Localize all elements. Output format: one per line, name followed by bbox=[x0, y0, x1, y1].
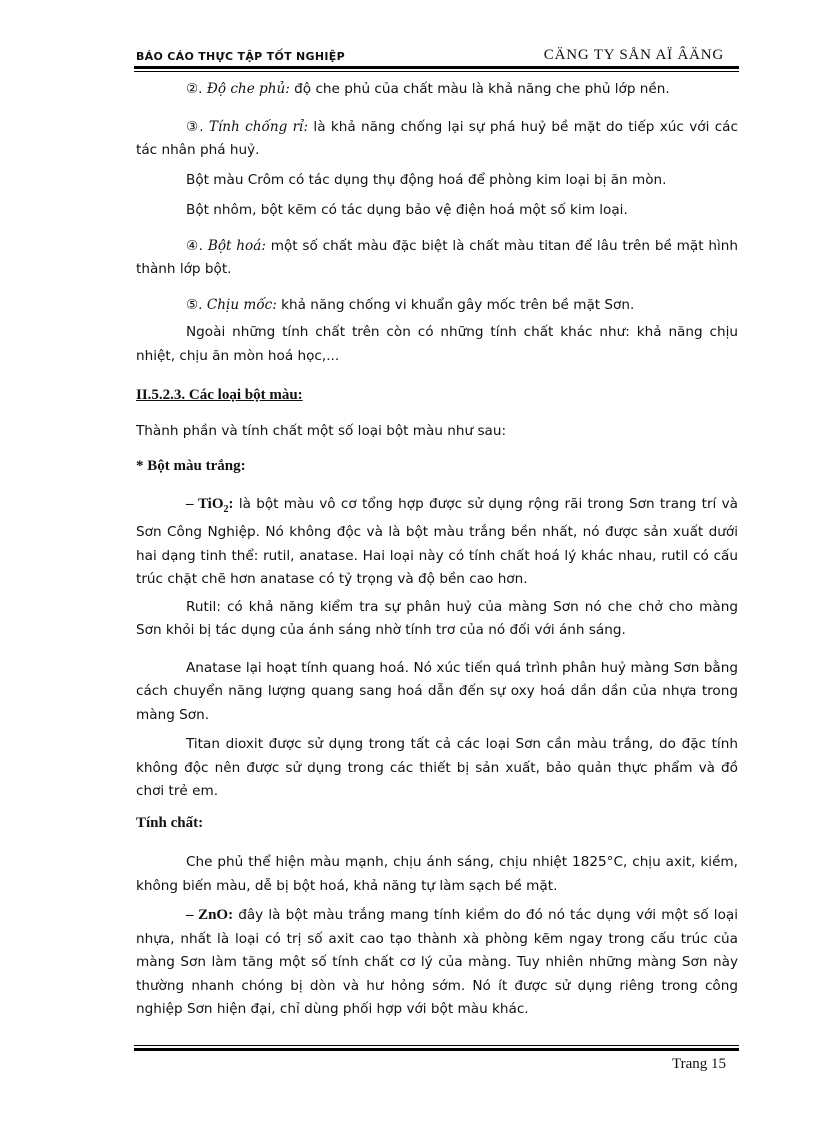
tio2-formula: – TiO bbox=[186, 495, 224, 512]
paragraph-properties: Che phủ thể hiện màu mạnh, chịu ánh sáng, chịu nhiệt 1825°C, chịu axit, kiềm, không biến màu, dễ bị bột hoá, khả năng tự làm sạch bề mặt. bbox=[136, 854, 738, 894]
paragraph-anti-rust bbox=[136, 116, 738, 163]
term: Tính chống rỉ: bbox=[208, 118, 309, 135]
header-report-title: BÁO CÁO THỰC TẬP TỐT NGHIỆP bbox=[136, 50, 345, 63]
term: Độ che phủ: bbox=[206, 81, 290, 97]
paragraph-anatase: Anatase lại hoạt tính quang hoá. Nó xúc tiến quá trình phân huỷ màng Sơn bằng cách chuyển năng lượng quang sang hoá dẫn đến sự oxy hoá dần dần của nhựa trong màng Sơn. bbox=[136, 659, 738, 723]
text: đây là bột màu trắng mang tính kiềm do đó nó tác dụng với một số loại nhựa, nhất là loại có trị số axit cao tạo thành xà phòng kẽm ngay trong cấu trúc của màng Sơn làm tăng một số tính chất cơ lý của màng. Tuy nhiên những màng Sơn này thường nhanh chóng bị dòn và hư hỏng sớm. Nó ít được sử dụng riêng trong công nghiệp Sơn hiện đại, chỉ dùng phối hợp với bột màu khác. bbox=[136, 907, 738, 1017]
paragraph-hiding-power bbox=[136, 78, 738, 102]
section-heading bbox=[136, 384, 738, 408]
footer-rule bbox=[134, 1045, 739, 1051]
text: độ che phủ của chất màu là khả năng che phủ lớp nền. bbox=[289, 81, 670, 97]
paragraph-rutil: Rutil: có khả năng kiểm tra sự phân huỷ của màng Sơn nó che chở cho màng Sơn khỏi bị tác dụng của ánh sáng nhờ tính trơ của nó đối với ánh sáng. bbox=[136, 598, 738, 638]
header-rule bbox=[134, 66, 739, 72]
page-body bbox=[136, 78, 738, 1022]
paragraph-tio2 bbox=[136, 493, 738, 592]
paragraph-other-properties: Ngoài những tính chất trên còn có những tính chất khác như: khả năng chịu nhiệt, chịu ăn mòn hoá học,... bbox=[136, 324, 738, 364]
paragraph-zno bbox=[136, 904, 738, 1022]
text: khả năng chống vi khuẩn gây mốc trên bề mặt Sơn. bbox=[276, 296, 635, 313]
item-number: ③. bbox=[186, 118, 209, 135]
text: là khả năng chống lại sự phá huỷ bề mặt do tiếp xúc với các tác nhân phá huỷ. bbox=[136, 118, 738, 158]
tio2-label bbox=[186, 495, 234, 515]
paragraph-mold bbox=[136, 294, 738, 318]
item-number: ④. bbox=[186, 237, 208, 254]
text: một số chất màu đặc biệt là chất màu titan để lâu trên bề mặt hình thành lớp bột. bbox=[136, 237, 738, 277]
header-company-name: CÄNG TY SÅN AÏ ÂÄNG bbox=[543, 47, 724, 63]
subheading-text: * Bột màu trắng: bbox=[136, 458, 246, 474]
subheading-properties bbox=[136, 812, 738, 836]
page-number: Trang 15 bbox=[671, 1056, 726, 1072]
subheading-white-pigment bbox=[136, 455, 738, 479]
section-heading-text: II.5.2.3. Các loại bột màu: bbox=[136, 387, 303, 403]
item-number: ②. bbox=[186, 81, 207, 97]
zno-label: – ZnO: bbox=[186, 907, 234, 923]
paragraph-intro: Thành phần và tính chất một số loại bột màu như sau: bbox=[136, 422, 507, 439]
item-number: ⑤. bbox=[186, 296, 207, 313]
subheading-text: Tính chất: bbox=[136, 814, 204, 831]
tio2-subscript: 2 bbox=[223, 503, 229, 515]
tio2-colon: : bbox=[228, 495, 234, 512]
paragraph-aluminium-zinc: Bột nhôm, bột kẽm có tác dụng bảo vệ điện hoá một số kim loại. bbox=[186, 202, 628, 218]
paragraph-chalking bbox=[136, 235, 738, 282]
term: Bột hoá: bbox=[207, 237, 266, 254]
term: Chịu mốc: bbox=[206, 296, 277, 313]
text: là bột màu vô cơ tổng hợp được sử dụng rộng rãi trong Sơn trang trí và Sơn Công Nghiệp. Nó không độc và là bột màu trắng bền nhất, nó được sản xuất dưới hai dạng tinh thể: rutil, anatase. Hai loại này có tính chất hoá lý khác nhau, rutil có cấu trúc chặt chẽ hơn anatase có tỷ trọng và độ bền cao hơn. bbox=[136, 495, 738, 587]
paragraph-titan-dioxit: Titan dioxit được sử dụng trong tất cả các loại Sơn cần màu trắng, do đặc tính không độc nên được sử dụng trong các thiết bị sản xuất, bảo quản thực phẩm và đồ chơi trẻ em. bbox=[136, 736, 738, 799]
paragraph-chromium: Bột màu Crôm có tác dụng thụ động hoá để phòng kim loại bị ăn mòn. bbox=[186, 171, 667, 188]
